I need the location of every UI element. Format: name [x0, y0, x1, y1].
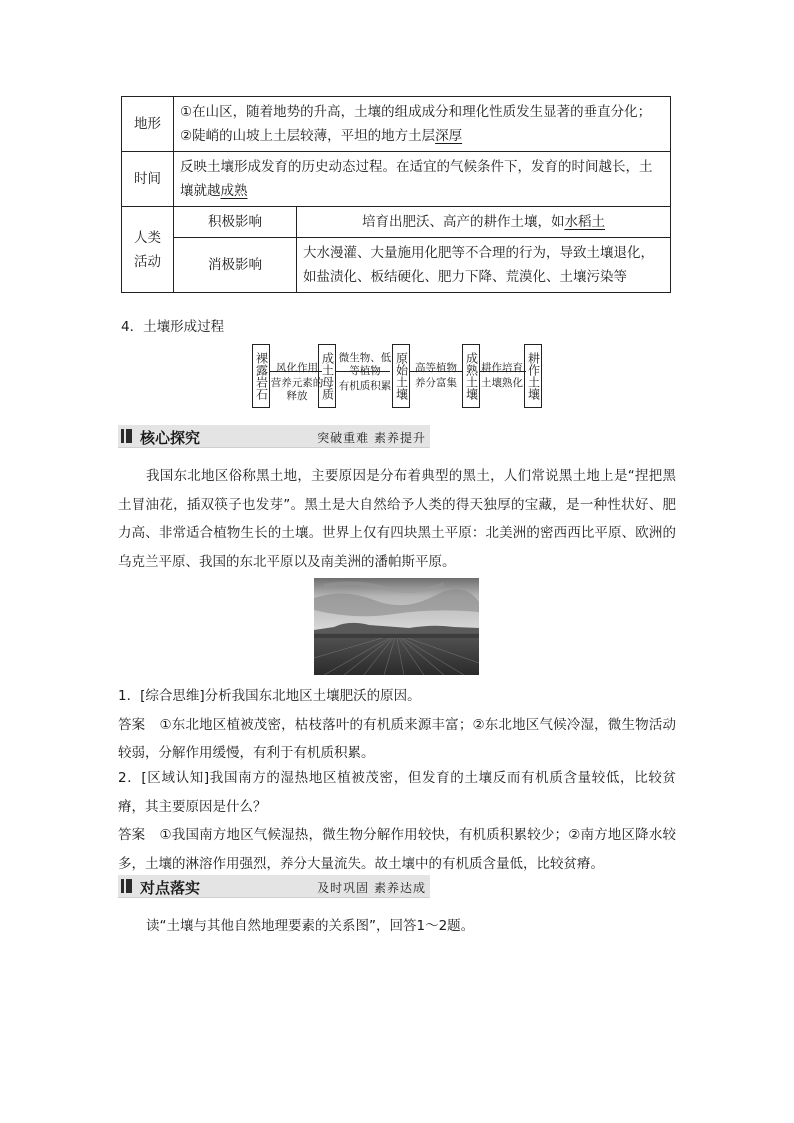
core-inquiry-banner	[118, 425, 430, 448]
farmland-photo	[314, 578, 479, 675]
stage-parent-material: 成土母质	[318, 344, 336, 408]
answer-label: 答案	[118, 716, 146, 733]
time-text: 反映土壤形成发育的历史动态过程。在适宜的气候条件下，发育的时间越长，土壤就越成熟	[174, 152, 671, 207]
banner-subtitle: 及时巩固 素养达成	[317, 881, 426, 895]
stage-primitive-soil: 原始土壤	[392, 344, 410, 408]
process-organic-accumulation: 微生物、低等植物 有机质积累	[338, 352, 392, 392]
closing-instruction: 读“土壤与其他自然地理要素的关系图”，回答1～2题。	[146, 918, 475, 934]
positive-underlined: 水稻土	[564, 214, 605, 230]
negative-label: 消极影响	[174, 238, 297, 293]
table-row-time	[122, 152, 671, 207]
terrain-line-1: ①在山区，随着地势的升高，土壤的组成成分和理化性质发生显著的垂直分化；	[180, 104, 652, 120]
question-2	[118, 764, 676, 878]
positive-label: 积极影响	[174, 207, 297, 238]
answer-label: 答案	[118, 827, 146, 843]
process-cultivation: 耕作培育 土壤熟化	[481, 362, 523, 389]
banner-bar-icon	[121, 879, 124, 893]
banner-title: 核心探究	[140, 429, 201, 447]
answer-1: 答案 ①东北地区植被茂密，枯枝落叶的有机质来源丰富；②东北地区气候冷湿，微生物活动较弱，分解作用缓慢，有利于有机质积累。	[118, 716, 676, 761]
soil-factor-table	[121, 96, 671, 293]
table-row-human-negative	[122, 238, 671, 293]
human-label: 人类 活动	[122, 207, 174, 293]
table-row-terrain	[122, 97, 671, 152]
question-1	[118, 682, 676, 768]
banner-bar-icon	[121, 429, 124, 443]
stage-mature-soil: 成熟土壤	[462, 344, 480, 408]
banner-subtitle: 突破重难 素养提升	[317, 431, 426, 445]
time-underlined: 成熟	[220, 183, 248, 199]
terrain-label: 地形	[122, 97, 174, 152]
banner-bar-icon	[126, 429, 132, 443]
answer-2: 答案 ①我国南方地区气候湿热，微生物分解作用较快，有机质积累较少；②南方地区降水较多，土壤的淋溶作用强烈，养分大量流失。故土壤中的有机质含量低，比较贫瘠。	[118, 827, 676, 872]
banner-bar-icon	[126, 879, 132, 893]
terrain-line-2: ②陡峭的山坡上土层较薄，平坦的地方土层深厚	[180, 128, 463, 144]
stage-cultivated-soil: 耕作土壤	[524, 344, 542, 408]
process-weathering: 风化作用 营养元素的释放	[270, 362, 324, 402]
intro-paragraph: 我国东北地区俗称黑土地，主要原因是分布着典型的黑土，人们常说黑土地上是“捏把黑土冒油花，插双筷子也发芽”。黑土是大自然给予人类的得天独厚的宝藏，是一种性状好、肥力高、非常适合植物生长的土壤。世界上仅有四块黑土平原：北美洲的密西西比平原、欧洲的乌克兰平原、我国的东北平原以及南美洲的潘帕斯平原。	[118, 468, 676, 570]
table-row-human-positive	[122, 207, 671, 238]
question-2-text: 2．[区域认知]我国南方的湿热地区植被茂密，但发育的土壤反而有机质含量较低，比较贫瘠，其主要原因是什么？	[118, 770, 676, 815]
banner-title: 对点落实	[140, 879, 201, 897]
stage-bare-rock: 裸露岩石	[252, 344, 270, 408]
positive-text: 培育出肥沃、高产的耕作土壤，如水稻土	[297, 207, 671, 238]
time-label: 时间	[122, 152, 174, 207]
negative-text: 大水漫灌、大量施用化肥等不合理的行为，导致土壤退化，如盐渍化、板结硬化、肥力下降、荒漠化、土壤污染等	[297, 238, 671, 293]
question-1-text: 1．[综合思维]分析我国东北地区土壤肥沃的原因。	[118, 688, 421, 704]
section-4-heading: 4．土壤形成过程	[121, 319, 225, 335]
practice-banner	[118, 875, 430, 898]
process-nutrient-enrichment: 高等植物 养分富集	[415, 362, 457, 389]
terrain-text	[174, 97, 671, 152]
terrain-underlined: 深厚	[435, 128, 463, 144]
